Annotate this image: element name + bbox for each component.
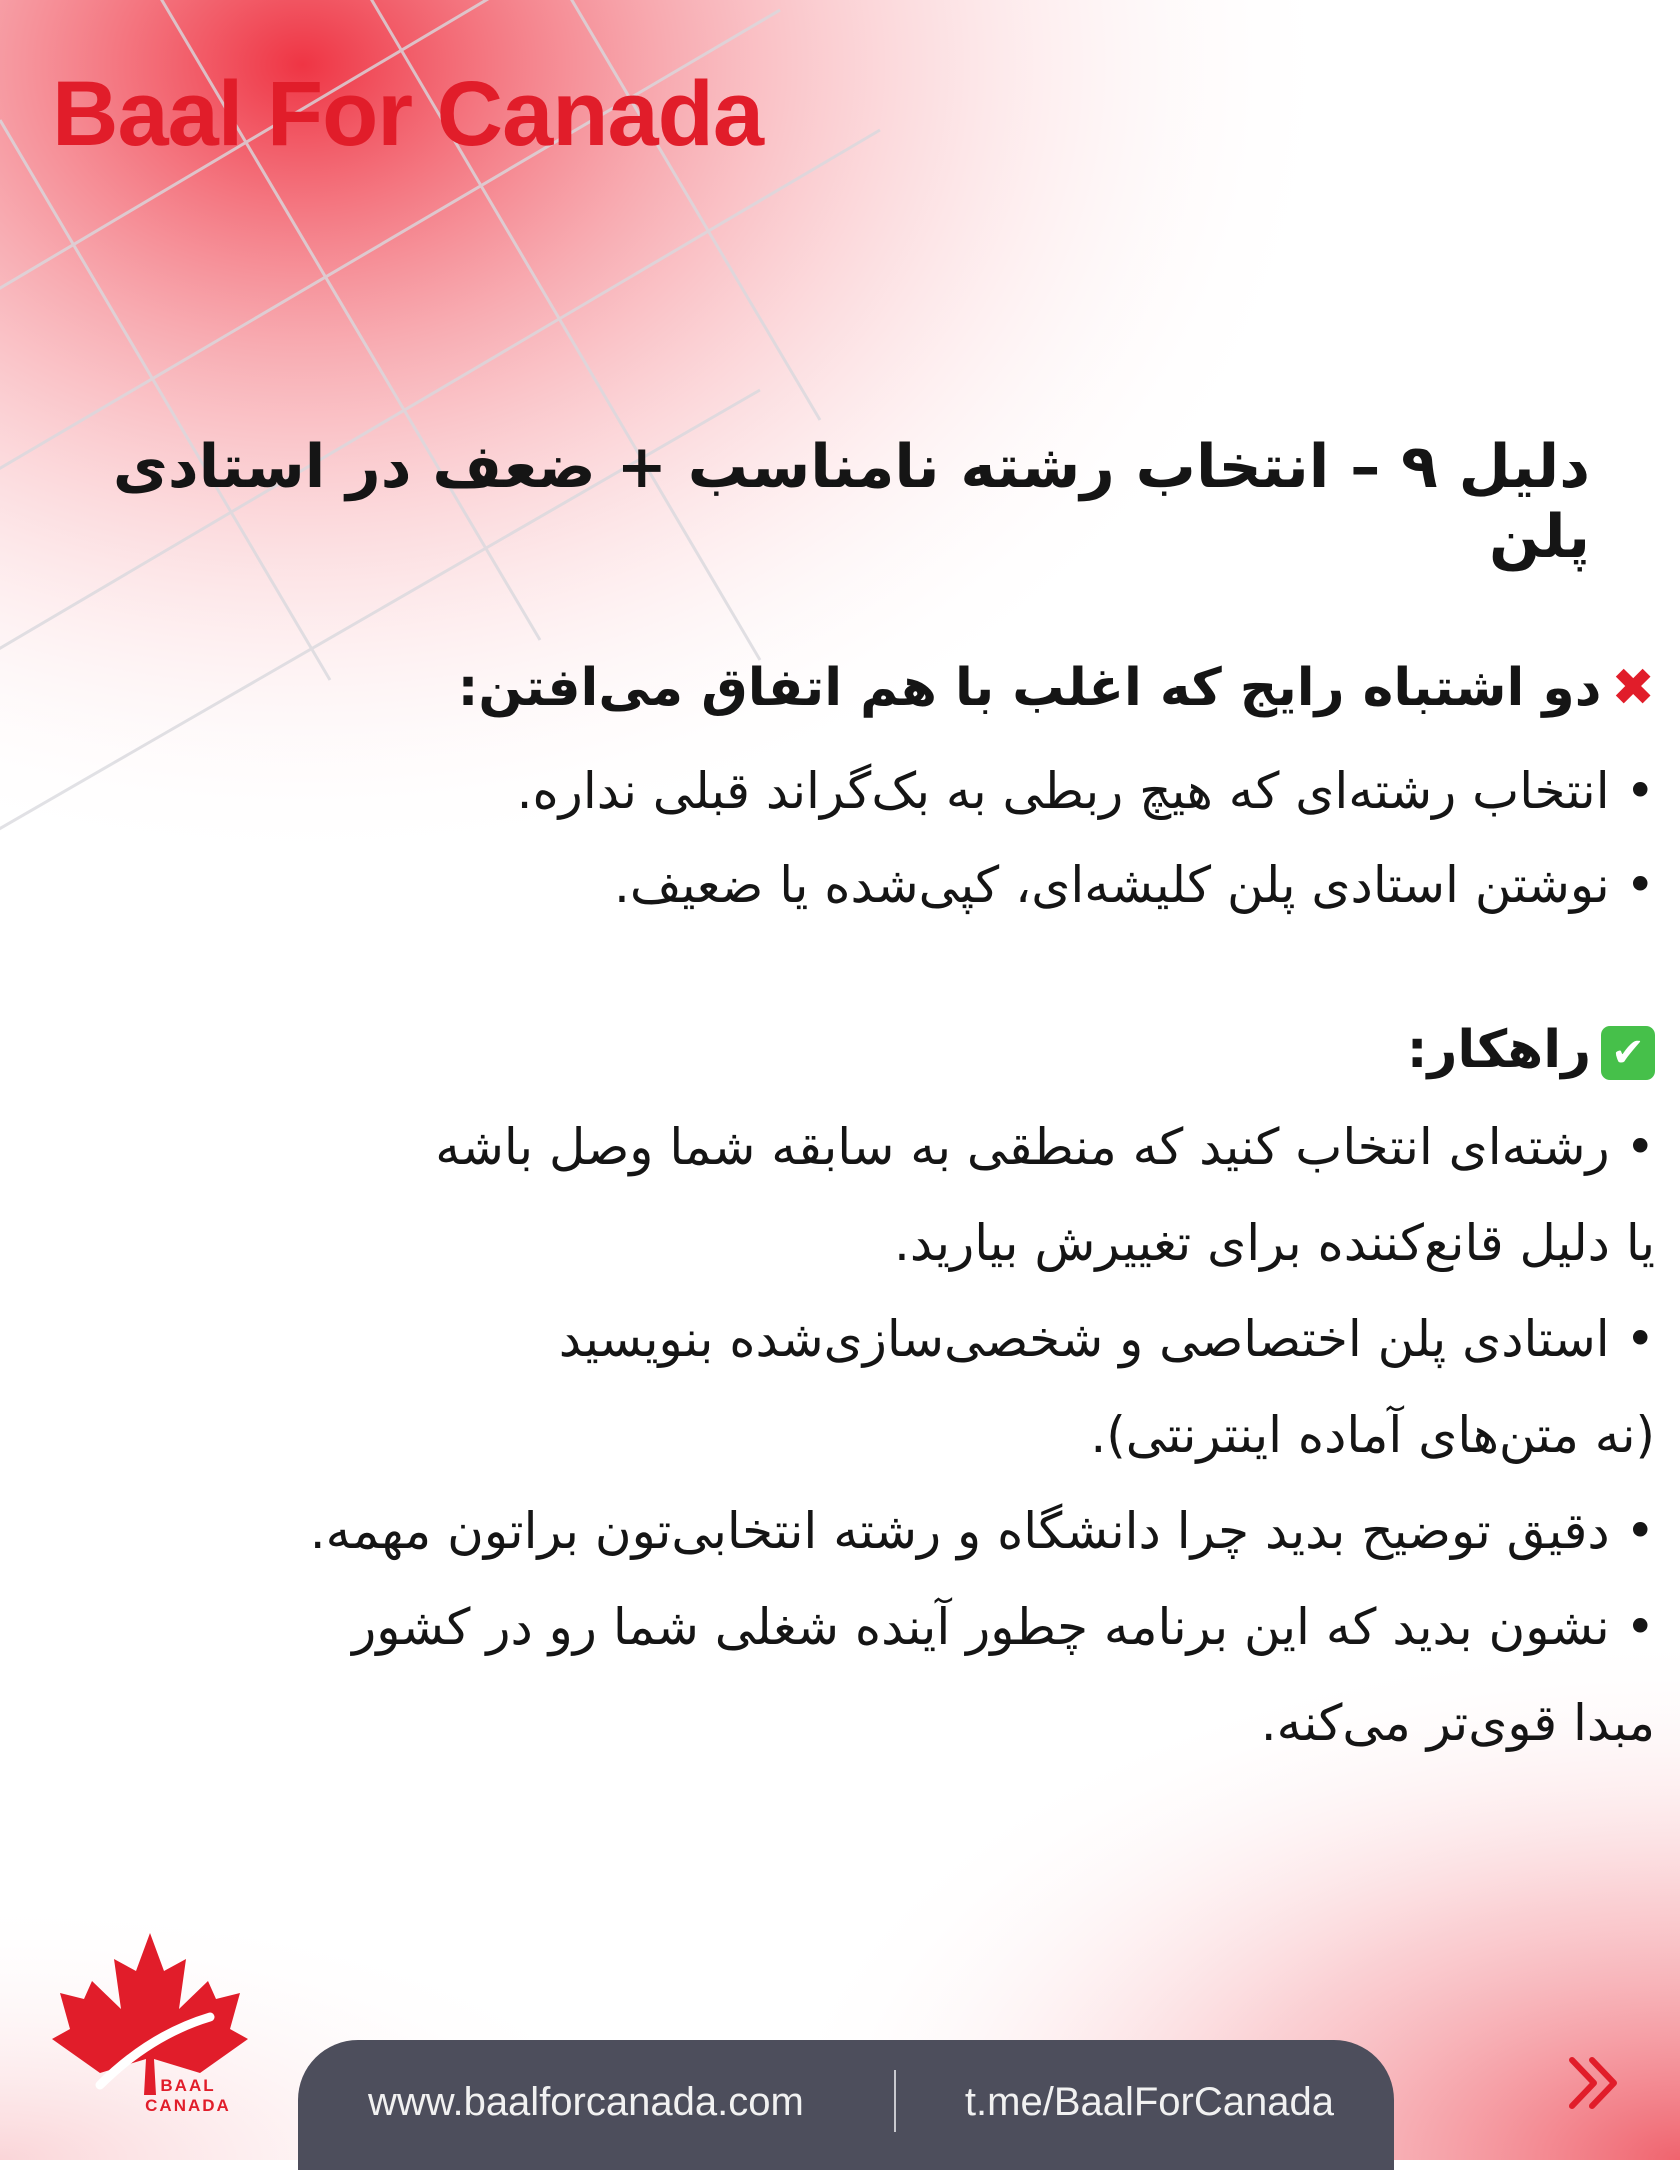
mistake-item: • انتخاب رشته‌ای که هیچ ربطی به بک‌گراند قبلی نداره. [516, 762, 1655, 820]
maple-leaf-logo [40, 1925, 260, 2115]
solution-line: • استادی پلن اختصاصی و شخصی‌سازی‌شده بنویسید [558, 1310, 1655, 1368]
solution-line: • دقیق توضیح بدید چرا دانشگاه و رشته انتخابی‌تون براتون مهمه. [309, 1502, 1655, 1560]
solution-line: (نه متن‌های آماده اینترنتی). [1090, 1406, 1655, 1464]
solution-line: یا دلیل قانع‌کننده برای تغییرش بیارید. [894, 1214, 1655, 1272]
solution-line: • رشته‌ای انتخاب کنید که منطقی به سابقه شما وصل باشه [435, 1118, 1655, 1176]
solution-heading-text: راهکار: [1406, 1020, 1591, 1080]
footer-divider [894, 2070, 896, 2132]
telegram-link[interactable]: t.me/BaalForCanada [964, 2080, 1334, 2124]
solution-line: مبدا قوی‌تر می‌کنه. [1260, 1694, 1655, 1752]
mistakes-heading [80, 658, 1655, 718]
logo-text-baal: BAAL [160, 2076, 216, 2095]
solution-heading [80, 1020, 1655, 1080]
brand-title: Baal For Canada [52, 63, 763, 165]
footer-bar [298, 2040, 1394, 2170]
logo-text-canada: CANADA [145, 2096, 231, 2115]
page-title: دلیل ۹ – انتخاب رشته نامناسب + ضعف در استادی پلن [112, 432, 1590, 572]
cross-mark-icon: ✖ [1611, 658, 1655, 718]
mistake-item: • نوشتن استادی پلن کلیشه‌ای، کپی‌شده یا ضعیف. [614, 856, 1655, 914]
website-link[interactable]: www.baalforcanada.com [368, 2080, 804, 2124]
check-mark-icon: ✔ [1601, 1026, 1655, 1080]
mistakes-heading-text: دو اشتباه رایج که اغلب با هم اتفاق می‌افتن: [457, 658, 1602, 718]
double-chevron-right-icon[interactable] [1558, 2048, 1628, 2118]
solution-line: • نشون بدید که این برنامه چطور آینده شغلی شما رو در کشور [352, 1598, 1655, 1656]
